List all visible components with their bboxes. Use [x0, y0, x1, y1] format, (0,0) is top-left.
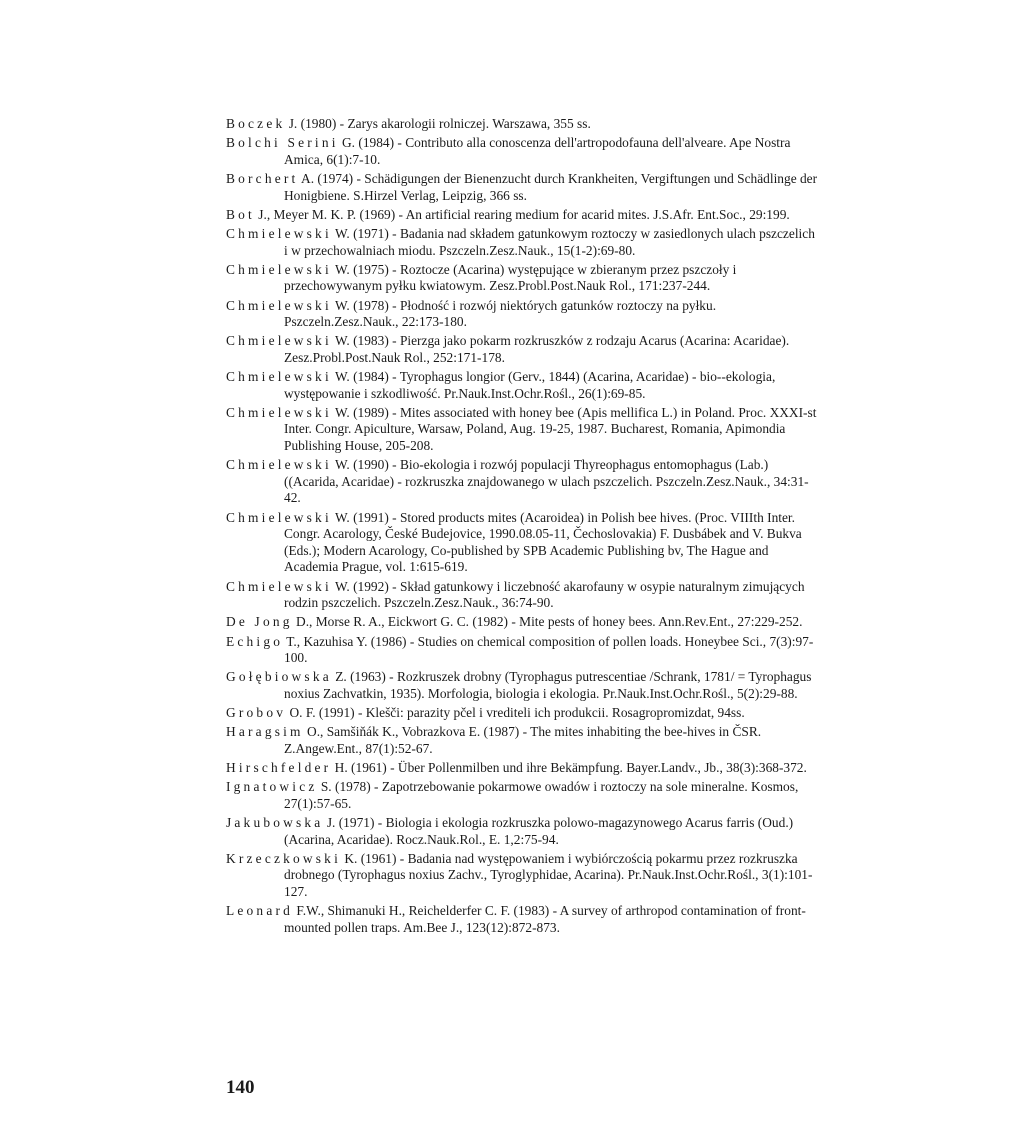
reference-author: Krzeczkowski	[226, 850, 341, 866]
reference-entry	[226, 903, 818, 936]
reference-entry	[226, 669, 818, 702]
reference-entry	[226, 171, 818, 204]
reference-text: W. (1971) - Badania nad składem gatunkowym roztoczy w zasiedlonych ulach pszczelich i w przechowalniach miodu. Pszczeln.Zesz.Nauk., 15(1-2):69-80.	[284, 225, 815, 258]
reference-author: Boczek	[226, 116, 286, 131]
reference-entry	[226, 116, 818, 133]
reference-text: K. (1961) - Badania nad występowaniem i wybiórczością pokarmu przez rozkruszka drobnego (Tyrophagus noxius Zachv., Tyroglyphidae, Acarina). Pr.Nauk.Inst.Ochr.Rośl., 3(1):101-127.	[284, 850, 813, 899]
reference-entry	[226, 851, 818, 901]
reference-text: W. (1991) - Stored products mites (Acaroidea) in Polish bee hives. (Proc. VIIIth Inter. Congr. Acarology, České Budejovice, 1990.08.05-11, Čechoslovakia) F. Dusbábek and V. Bukva (Eds.); Modern Acarology, Co-published by SPB Academic Publishing bv, The Hague and Academia Prague, vol. 1:615-619.	[284, 509, 802, 575]
reference-author: Bot	[226, 206, 255, 222]
reference-text: T., Kazuhisa Y. (1986) - Studies on chemical composition of pollen loads. Honeybee Sci., 7(3):97-100.	[283, 633, 814, 666]
reference-author: Bolchi Serini	[226, 135, 339, 151]
reference-text: A. (1974) - Schädigungen der Bienenzucht durch Krankheiten, Vergiftungen und Schädlinge der Honigbiene. S.Hirzel Verlag, Leipzig, 366 ss.	[284, 170, 818, 203]
reference-author: Chmielewski	[226, 261, 332, 277]
reference-author: Ignatowicz	[226, 779, 318, 795]
reference-author: Jakubowska	[226, 815, 324, 831]
reference-entry	[226, 333, 818, 366]
reference-entry	[226, 760, 818, 777]
reference-entry	[226, 369, 818, 402]
reference-author: Chmielewski	[226, 404, 332, 420]
reference-text: W. (1983) - Pierzga jako pokarm rozkruszków z rodzaju Acarus (Acarina: Acaridae). Zesz.Probl.Post.Nauk Rol., 252:171-178.	[284, 333, 790, 365]
reference-entry	[226, 634, 818, 667]
reference-text: W. (1975) - Roztocze (Acarina) występujące w zbieranym przez pszczoły i przechowywanym pyłku kwiatowym. Zesz.Probl.Post.Nauk Rol., 171:237-244.	[284, 261, 737, 294]
reference-entry	[226, 724, 818, 757]
reference-text: G. (1984) - Contributo alla conoscenza dell'artropodofauna dell'alveare. Ape Nostra Amica, 6(1):7-10.	[284, 135, 791, 167]
reference-text: O. F. (1991) - Klešči: parazity pčel i vrediteli ich produkcii. Rosagropromizdat, 94ss.	[286, 705, 745, 721]
reference-author: Chmielewski	[226, 225, 332, 241]
page-number: 140	[226, 1077, 255, 1098]
reference-author: Chmielewski	[226, 457, 332, 473]
reference-author: De Jong	[226, 614, 293, 630]
reference-author: Borchert	[226, 170, 299, 186]
reference-text: W. (1989) - Mites associated with honey bee (Apis mellifica L.) in Poland. Proc. XXXI-st Inter. Congr. Apiculture, Warsaw, Poland, Aug. 19-25, 1987. Bucharest, Romania, Apimondia Publishing House, 205-208.	[284, 404, 817, 454]
reference-entry	[226, 298, 818, 331]
reference-author: Chmielewski	[226, 369, 332, 385]
reference-text: J., Meyer M. K. P. (1969) - An artificial rearing medium for acarid mites. J.S.Afr. Ent.Soc., 29:199.	[254, 206, 790, 222]
reference-list	[226, 116, 818, 939]
reference-author: Chmielewski	[226, 509, 332, 525]
reference-text: J. (1971) - Biologia i ekologia rozkruszka polowo-magazynowego Acarus farris (Oud.) (Acarina, Acaridae). Rocz.Nauk.Rol., E. 1,2:75-94.	[284, 815, 794, 847]
reference-author: Gołębiowska	[226, 669, 332, 685]
reference-author: Hirschfelder	[226, 760, 332, 776]
reference-text: O., Samšiňák K., Vobrazkova E. (1987) - The mites inhabiting the bee-hives in ČSR. Z.Angew.Ent., 87(1):52-67.	[284, 724, 762, 756]
reference-author: Leonard	[226, 903, 294, 919]
reference-text: S. (1978) - Zapotrzebowanie pokarmowe owadów i roztoczy na sole mineralne. Kosmos, 27(1):57-65.	[284, 779, 799, 811]
reference-entry	[226, 579, 818, 612]
reference-author: Chmielewski	[226, 333, 332, 349]
reference-text: W. (1978) - Płodność i rozwój niektórych gatunków roztoczy na pyłku. Pszczeln.Zesz.Nauk., 22:173-180.	[284, 297, 717, 330]
reference-text: J. (1980) - Zarys akarologii rolniczej. Warszawa, 355 ss.	[285, 116, 591, 131]
reference-text: W. (1990) - Bio-ekologia i rozwój populacji Thyreophagus entomophagus (Lab.) ((Acarida, Acaridae) - rozkruszka znajdowanego w ulach pszczelich. Pszczeln.Zesz.Nauk., 34:31-42.	[284, 457, 809, 506]
reference-entry	[226, 135, 818, 168]
reference-entry	[226, 457, 818, 507]
reference-text: F.W., Shimanuki H., Reichelderfer C. F. (1983) - A survey of arthropod contamination of front-mounted pollen traps. Am.Bee J., 123(12):872-873.	[284, 903, 806, 935]
reference-author: Chmielewski	[226, 578, 332, 594]
reference-entry	[226, 614, 818, 631]
reference-text: H. (1961) - Über Pollenmilben und ihre Bekämpfung. Bayer.Landv., Jb., 38(3):368-372.	[331, 760, 807, 776]
reference-text: W. (1984) - Tyrophagus longior (Gerv., 1844) (Acarina, Acaridae) - bio--ekologia, występowanie i szkodliwość. Pr.Nauk.Inst.Ochr.Rośl., 26(1):69-85.	[284, 369, 776, 401]
reference-text: Z. (1963) - Rozkruszek drobny (Tyrophagus putrescentiae /Schrank, 1781/ = Tyrophagus noxius Zachvatkin, 1935). Morfologia, biologia i ekologia. Pr.Nauk.Inst.Ochr.Rośl., 5(2):29-88.	[284, 669, 812, 701]
reference-entry	[226, 226, 818, 259]
reference-text: W. (1992) - Skład gatunkowy i liczebność akarofauny w osypie naturalnym zimujących rodzin pszczelich. Pszczeln.Zesz.Nauk., 36:74-90.	[284, 578, 805, 611]
reference-author: Echigo	[226, 633, 284, 649]
reference-entry	[226, 510, 818, 576]
reference-author: Haragsim	[226, 724, 304, 740]
reference-text: D., Morse R. A., Eickwort G. C. (1982) - Mite pests of honey bees. Ann.Rev.Ent., 27:229-252.	[292, 614, 803, 630]
reference-entry	[226, 779, 818, 812]
reference-entry	[226, 815, 818, 848]
reference-entry	[226, 262, 818, 295]
reference-author: Chmielewski	[226, 297, 332, 313]
reference-author: Grobov	[226, 705, 287, 721]
reference-entry	[226, 705, 818, 722]
reference-entry	[226, 207, 818, 224]
reference-entry	[226, 405, 818, 455]
